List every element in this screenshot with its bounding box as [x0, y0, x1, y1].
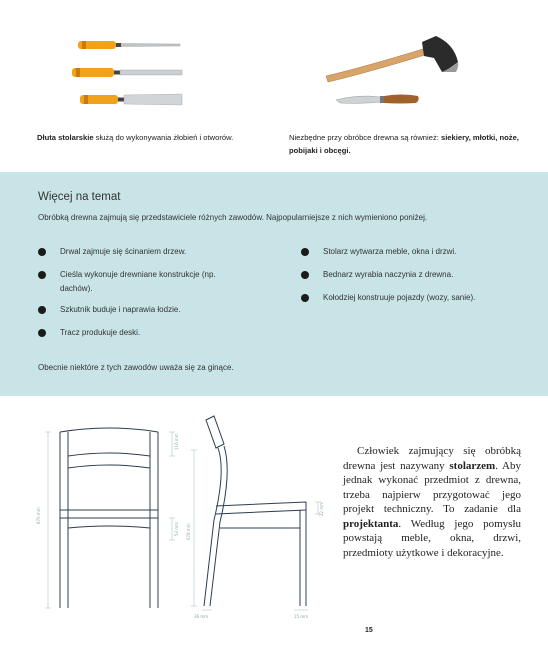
- list-item: Bednarz wyrabia naczynia z drewna.: [301, 268, 541, 282]
- chair-front-drawing: [32, 420, 192, 620]
- dimension-label: 53 mm: [174, 521, 179, 536]
- list-item: Drwal zajmuje się ścinaniem drzew.: [38, 245, 278, 259]
- list-item: Tracz produkuje deski.: [38, 326, 278, 340]
- list-item: Cieśla wykonuje drewniane konstrukcje (np. dachów).: [38, 268, 238, 296]
- list-item: Kołodziej konstruuje pojazdy (wozy, sanie).: [301, 291, 541, 305]
- dimension-label: 116 mm: [174, 433, 179, 450]
- chair-side-drawing: [184, 410, 344, 620]
- info-title: Więcej na temat: [38, 191, 121, 203]
- tools-caption: Niezbędne przy obróbce drewna są również: siekiery, młotki, noże, pobijaki i obcęgi.: [289, 133, 519, 155]
- chisels-caption: Dłuta stolarskie służą do wykonywania żłobień i otworów.: [37, 133, 234, 142]
- dimension-label: 36 mm: [194, 614, 209, 619]
- professions-list-left: [38, 245, 278, 349]
- dimension-label: 678 mm: [186, 523, 191, 540]
- dimension-label: 15 mm: [294, 614, 309, 619]
- chisel-1: [78, 41, 180, 49]
- chisel-2: [72, 68, 182, 77]
- axe-and-knife-illustration: [318, 30, 468, 112]
- chisel-3: [80, 94, 182, 105]
- dimension-label: 22 mm: [319, 501, 324, 516]
- list-item: Szkutnik buduje i naprawia łodzie.: [38, 303, 278, 317]
- page-number: 15: [365, 627, 373, 634]
- chisels-illustration: [70, 32, 190, 112]
- list-item: Stolarz wytwarza meble, okna i drzwi.: [301, 245, 541, 259]
- dimension-label: 870 mm: [36, 507, 41, 524]
- info-intro: Obróbką drewna zajmują się przedstawiciele różnych zawodów. Najpopularniejsze z nich wymieniono poniżej.: [38, 213, 428, 222]
- knife: [336, 95, 419, 104]
- axe: [326, 36, 458, 82]
- info-outro: Obecnie niektóre z tych zawodów uważa się za ginące.: [38, 363, 234, 372]
- professions-list-right: [301, 245, 541, 314]
- body-paragraph: Człowiek zajmujący się obróbką drewna jest nazywany stolarzem. Aby jednak wykonać przedmiot z drewna, trzeba najpierw przygotować jego projekt techniczny. To zadanie dla projektanta. Według jego pomysłu powstają meble, okna, drzwi, przedmioty użytkowe i dekoracyjne.: [343, 445, 521, 559]
